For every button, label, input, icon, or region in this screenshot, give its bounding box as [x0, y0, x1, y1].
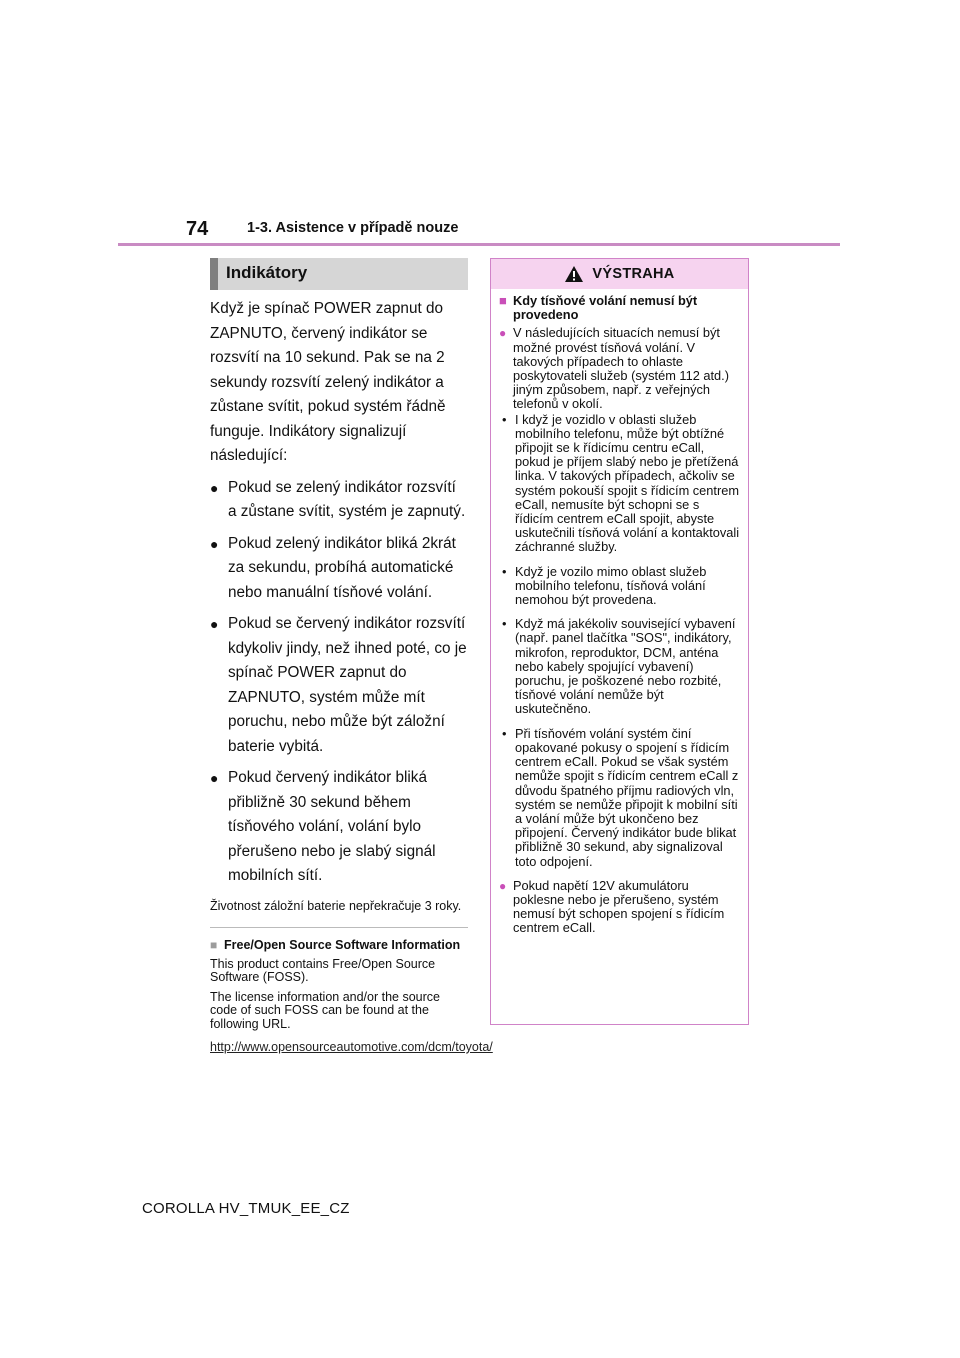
square-bullet-icon: ■: [499, 293, 507, 308]
warning-body: [491, 289, 748, 936]
warning-heading-text: Kdy tísňové volání nemusí být provedeno: [513, 293, 698, 323]
circle-bullet-icon: ●: [499, 326, 507, 341]
foss-link[interactable]: http://www.opensourceautomotive.com/dcm/toyota/: [210, 1040, 493, 1054]
foss-heading-text: Free/Open Source Software Information: [224, 937, 461, 952]
battery-note: Životnost záložní baterie nepřekračuje 3 roky.: [210, 898, 462, 913]
warning-item-text: Když má jakékoliv související vybavení (např. panel tlačítka "SOS", indikátory, mikrofon, reproduktor, DCM, anténa nebo kabely spojující vybavení) poruchu, je poškozené nebo rozbité, tísňové volání nemůže být uskutečněno.: [515, 616, 736, 717]
list-item: [210, 766, 468, 889]
list-item: [210, 612, 468, 759]
footer-model-code: COROLLA HV_TMUK_EE_CZ: [142, 1200, 350, 1217]
warning-header: [491, 259, 748, 289]
list-item: [499, 727, 740, 869]
dot-bullet-icon: •: [502, 563, 507, 579]
dot-bullet-icon: •: [502, 616, 507, 632]
bullet-text: Pokud zelený indikátor bliká 2krát za sekundu, probíhá automatické nebo manuální tísňové volání.: [228, 534, 456, 601]
list-item: [499, 617, 740, 716]
bullet-text: Pokud se červený indikátor rozsvítí kdykoliv jindy, než ihned poté, co je spínač POWER zapnut do ZAPNUTO, systém může mít poruchu, nebo může být záložní baterie vybitá.: [228, 615, 467, 755]
warning-title: VÝSTRAHA: [592, 266, 675, 282]
page-number: 74: [186, 218, 209, 240]
warning-icon: [564, 265, 584, 283]
indicators-intro: Když je spínač POWER zapnut do ZAPNUTO, červený indikátor se rozsvítí na 10 sekund. Pak se na 2 sekundy rozsvítí zelený indikátor a zůstane svítit, pokud systém řádně funguje. Indikátory signalizují následující:: [210, 300, 446, 464]
list-item: [499, 565, 740, 608]
list-item: [499, 413, 740, 555]
foss-heading: [210, 938, 468, 952]
indicators-heading: Indikátory: [210, 258, 468, 290]
warning-box: [490, 258, 749, 1025]
list-item: [210, 476, 468, 525]
section-title: 1-3. Asistence v případě nouze: [247, 220, 459, 236]
warning-item-text: I když je vozidlo v oblasti služeb mobilního telefonu, může být obtížné připojit se k řídicímu centru eCall, pokud je příjem slabý nebo je přetížená linka. V takových případech, ačkoliv se systém pokouší spojit s řídicím centrem eCall, nemusíte být schopni se s řídicím centrem eCall spojit, abyste uskutečnili tísňová volání a kontaktovali záchranné služby.: [515, 411, 740, 555]
dot-bullet-icon: •: [502, 725, 507, 741]
bullet-icon: ●: [210, 535, 219, 552]
bullet-text: Pokud se zelený indikátor rozsvítí a zůstane svítit, systém je zapnutý.: [228, 478, 466, 520]
dot-bullet-icon: •: [502, 411, 507, 427]
circle-bullet-icon: ●: [499, 878, 507, 893]
left-column: [210, 258, 493, 1055]
bullet-text: Pokud červený indikátor bliká přibližně 30 sekund během tísňového volání, volání bylo přerušeno nebo je slabý signál mobilních sítí.: [228, 769, 436, 884]
list-item: [499, 879, 740, 936]
bullet-icon: ●: [210, 770, 219, 786]
bullet-icon: ●: [210, 479, 219, 496]
foss-paragraph: The license information and/or the source code of such FOSS can be found at the following URL.: [210, 989, 440, 1031]
warning-last: Pokud napětí 12V akumulátoru poklesne nebo je přerušeno, systém nemusí být schopen spojení s řídicím centrem eCall.: [513, 877, 725, 936]
bullet-icon: ●: [210, 616, 219, 632]
header-divider: [118, 243, 840, 246]
warning-intro: V následujících situacích nemusí být možné provést tísňová volání. V takových případech to ohlaste poskytovateli služeb (systém 112 atd.) jiným způsobem, např. z veřejných telefonů v okolí.: [513, 325, 729, 412]
warning-item-text: Při tísňovém volání systém činí opakované pokusy o spojení s řídicím centrem eCall. Pokud se však systém nemůže spojit s řídicím centrem eCall z důvodu špatného příjmu radiových vln, systém se nemůže připojit k mobilní síti a volání může být ukončeno bez připojení. Červený indikátor bude blikat přibližně 30 sekund, aby signalizoval toto odpojení.: [515, 725, 739, 869]
warning-heading: [499, 294, 740, 322]
warning-item-text: Když je vozilo mimo oblast služeb mobilního telefonu, tísňová volání nemohou být provedena.: [515, 563, 707, 608]
list-item: [210, 532, 468, 606]
foss-paragraph: This product contains Free/Open Source Software (FOSS).: [210, 956, 436, 984]
divider: [210, 927, 468, 928]
square-bullet-icon: ■: [210, 937, 218, 952]
list-item: [499, 326, 740, 411]
